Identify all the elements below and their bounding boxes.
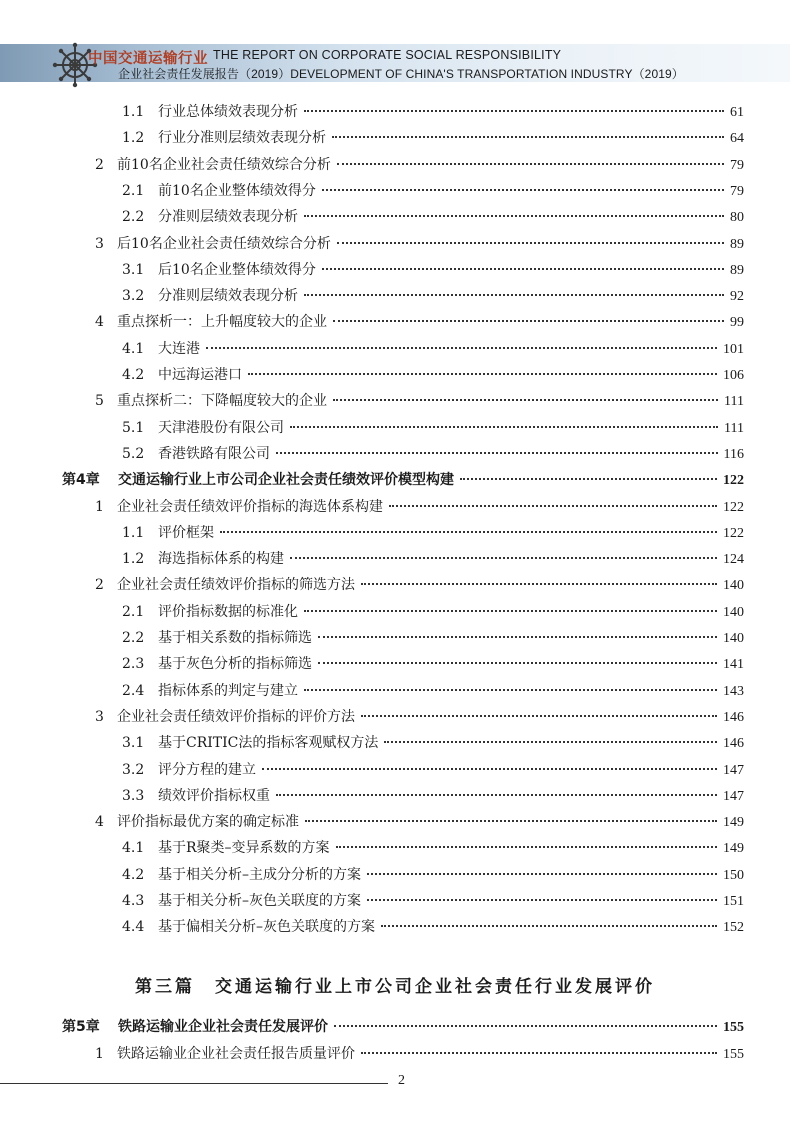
toc-entry-number: 3.3 [122,787,145,804]
toc-entry[interactable] [62,469,744,491]
toc-entry-number: 4.3 [122,893,145,909]
toc-entry-number: 1 [95,498,104,515]
toc-entry-page: 101 [723,341,744,357]
toc-entry-number: 2.3 [122,656,145,673]
toc-leader-dots [220,531,717,533]
page-header [0,0,790,96]
toc-entry-number: 4.2 [122,866,145,883]
toc-leader-dots [337,242,724,244]
toc-entry[interactable] [122,601,744,623]
toc-entry-page: 111 [724,394,744,410]
toc-entry-page: 122 [723,473,744,489]
toc-entry-title: 前10名企业社会责任绩效综合分析 [117,156,331,173]
toc-entry-number: 1.2 [122,551,145,568]
toc-entry-title: 指标体系的判定与建立 [158,682,298,699]
toc-entry-title: 评价指标最优方案的确定标准 [117,814,299,831]
toc-entry-title: 铁路运输业企业社会责任报告质量评价 [117,1045,355,1062]
page-number: 2 [398,1073,405,1088]
toc-leader-dots [290,426,718,428]
toc-entry-title: 企业社会责任绩效评价指标的海选体系构建 [117,498,383,515]
toc-leader-dots [332,136,724,138]
toc-entry-page: 152 [723,920,744,936]
toc-entry[interactable] [122,785,744,807]
toc-entry-number: 4.1 [122,840,145,857]
toc-entry-number: 4 [95,314,104,331]
toc-entry[interactable] [95,390,744,412]
toc-leader-dots [262,768,717,770]
toc-entry-number: 3.2 [122,288,145,305]
toc-entry-title: 基于偏相关分析–灰色关联度的方案 [158,919,375,936]
part-title: 第三篇 交通运输行业上市公司企业社会责任行业发展评价 [135,977,655,997]
toc-entry-title: 绩效评价指标权重 [158,787,270,804]
toc-leader-dots [361,715,717,717]
toc-entry-page: 140 [723,604,744,620]
toc-leader-dots [304,110,724,112]
toc-entry-number: 3.2 [122,761,145,778]
toc-entry-title: 交通运输行业上市公司企业社会责任绩效评价模型构建 [118,472,454,489]
toc-entry-number: 1.2 [122,130,145,147]
toc-entry[interactable] [95,311,744,333]
toc-entry[interactable] [122,890,744,912]
toc-entry-title: 中远海运港口 [158,367,242,383]
toc-entry[interactable] [95,706,744,728]
toc-entry-number: 2.1 [122,603,145,620]
toc-leader-dots [361,583,717,585]
toc-leader-dots [304,215,724,217]
toc-entry-number: 5 [95,393,104,410]
toc-entry[interactable] [95,1043,744,1065]
toc-leader-dots [318,662,717,664]
toc-entry-number: 1.1 [122,104,145,120]
toc-entry[interactable] [122,548,744,570]
toc-entry-page: 150 [723,867,744,883]
toc-entry-page: 146 [723,736,744,752]
toc-entry-title: 前10名企业整体绩效得分 [158,182,316,199]
toc-leader-dots [333,399,718,401]
toc-entry-title: 海选指标体系的构建 [158,551,284,568]
toc-leader-dots [334,1025,717,1027]
toc-entry-number: 4.2 [122,367,145,383]
toc-entry-title: 行业分准则层绩效表现分析 [158,130,326,147]
toc-entry-page: 155 [723,1046,744,1062]
toc-leader-dots [290,557,717,559]
toc-entry-number: 2 [95,156,104,173]
toc-leader-dots [304,294,724,296]
toc-entry-page: 99 [730,315,744,331]
toc-entry-number: 3.1 [122,735,145,752]
toc-entry[interactable] [95,233,744,255]
footer-rule [0,1083,388,1084]
toc-entry[interactable] [122,653,744,675]
toc-entry[interactable] [122,180,744,202]
toc-entry-page: 80 [730,210,744,226]
toc-entry-title: 企业社会责任绩效评价指标的筛选方法 [117,577,355,594]
toc-entry-number: 2 [95,577,104,594]
toc-entry-title: 企业社会责任绩效评价指标的评价方法 [117,708,355,725]
toc-entry-page: 141 [723,657,744,673]
toc-entry-page: 61 [730,105,744,120]
toc-entry-title: 后10名企业整体绩效得分 [158,261,316,278]
toc-entry-title: 重点探析二：下降幅度较大的企业 [117,393,327,410]
toc-entry-page: 111 [724,420,744,436]
toc-leader-dots [333,320,724,322]
toc-entry-number: 5.1 [122,419,145,436]
toc-leader-dots [460,478,717,480]
toc-entry[interactable] [122,522,744,544]
toc-entry-number: 2.2 [122,630,145,646]
toc-leader-dots [381,925,717,927]
toc-entry-page: 89 [730,236,744,252]
toc-entry-number: 2.4 [122,682,145,699]
toc-entry[interactable] [95,154,744,176]
toc-leader-dots [336,846,717,848]
toc-leader-dots [384,741,717,743]
toc-entry-title: 基于CRITIC法的指标客观赋权方法 [158,735,379,752]
toc-entry[interactable] [122,837,744,859]
toc-entry-page: 155 [723,1020,744,1035]
toc-leader-dots [389,505,717,507]
toc-entry-number: 第4章 [62,472,100,489]
toc-entry-title: 重点探析一：上升幅度较大的企业 [117,314,327,331]
toc-entry[interactable] [122,680,744,702]
toc-entry-number: 3 [95,235,104,252]
toc-entry[interactable] [62,1016,744,1038]
header-subtitle: 企业社会责任发展报告（2019）DEVELOPMENT OF CHINA'S TRANSPORTATION INDUSTRY（2019） [118,67,684,81]
toc-entry-number: 1 [95,1045,104,1062]
toc-entry[interactable] [122,338,744,360]
toc-entry-number: 1.1 [122,524,145,541]
toc-entry-page: 143 [723,683,744,699]
toc-entry[interactable] [122,127,744,149]
toc-entry-page: 140 [723,578,744,594]
toc-entry-page: 64 [730,131,744,147]
toc-entry-number: 3 [95,708,104,725]
toc-leader-dots [276,452,718,454]
toc-leader-dots [367,873,717,875]
toc-entry-page: 149 [723,841,744,857]
toc-entry-page: 106 [723,368,744,383]
toc-entry[interactable] [122,417,744,439]
toc-entry-number: 2.1 [122,182,145,199]
toc-entry-page: 116 [723,446,744,462]
toc-entry-title: 基于相关分析–灰色关联度的方案 [158,893,361,909]
toc-entry[interactable] [122,101,744,123]
toc-entry[interactable] [122,364,744,386]
toc-entry[interactable] [122,916,744,938]
toc-leader-dots [361,1052,717,1054]
toc-entry[interactable] [122,443,744,465]
toc-entry-page: 146 [723,709,744,725]
toc-entry-title: 分准则层绩效表现分析 [158,209,298,226]
toc-entry[interactable] [95,574,744,596]
toc-entry-page: 124 [723,552,744,568]
toc-entry-page: 122 [723,499,744,515]
toc-entry-number: 4 [95,814,104,831]
toc-entry-number: 4.4 [122,919,145,936]
toc-leader-dots [322,189,724,191]
toc-entry-number: 第5章 [62,1019,100,1035]
toc-entry-title: 评分方程的建立 [158,761,256,778]
toc-entry-page: 79 [730,157,744,173]
toc-entry-page: 147 [723,788,744,804]
toc-entry[interactable] [95,496,744,518]
toc-leader-dots [304,610,717,612]
header-brand-cn: 中国交通运输行业 [88,51,208,67]
toc-entry-page: 149 [723,815,744,831]
toc-entry[interactable] [122,627,744,649]
toc-leader-dots [305,820,717,822]
toc-entry-number: 4.1 [122,340,145,357]
toc-entry-number: 3.1 [122,261,145,278]
toc-leader-dots [304,689,717,691]
toc-entry-page: 122 [723,525,744,541]
toc-entry[interactable] [122,206,744,228]
toc-entry-title: 基于R聚类–变异系数的方案 [158,840,330,857]
toc-entry[interactable] [122,864,744,886]
toc-entry-title: 基于相关系数的指标筛选 [158,630,312,646]
toc-entry[interactable] [95,811,744,833]
toc-entry-title: 大连港 [158,340,200,357]
toc-entry-page: 89 [730,262,744,278]
toc-entry-title: 后10名企业社会责任绩效综合分析 [117,235,331,252]
toc-entry-page: 140 [723,631,744,646]
toc-entry-page: 151 [723,894,744,909]
toc-entry-title: 天津港股份有限公司 [158,419,284,436]
toc-entry-number: 5.2 [122,445,145,462]
toc-leader-dots [322,268,724,270]
toc-entry-title: 铁路运输业企业社会责任发展评价 [118,1019,328,1035]
toc-leader-dots [248,373,717,375]
toc-entry-title: 基于灰色分析的指标筛选 [158,656,312,673]
toc-entry[interactable] [122,759,744,781]
toc-entry-title: 评价指标数据的标准化 [158,603,298,620]
toc-entry[interactable] [122,259,744,281]
toc-leader-dots [337,163,724,165]
toc-entry[interactable] [122,285,744,307]
toc-entry-title: 行业总体绩效表现分析 [158,104,298,120]
toc-entry[interactable] [122,732,744,754]
header-title-en: THE REPORT ON CORPORATE SOCIAL RESPONSIBILITY [213,48,562,62]
toc-entry-page: 92 [730,289,744,305]
toc-leader-dots [318,636,717,638]
toc-entry-page: 79 [730,183,744,199]
toc-entry-title: 基于相关分析–主成分分析的方案 [158,866,361,883]
toc-leader-dots [367,899,717,901]
toc-leader-dots [276,794,717,796]
toc-entry-title: 评价框架 [158,524,214,541]
toc-entry-page: 147 [723,762,744,778]
toc-entry-title: 香港铁路有限公司 [158,445,270,462]
toc-entry-title: 分准则层绩效表现分析 [158,288,298,305]
toc-leader-dots [206,347,717,349]
toc-entry-number: 2.2 [122,209,145,226]
